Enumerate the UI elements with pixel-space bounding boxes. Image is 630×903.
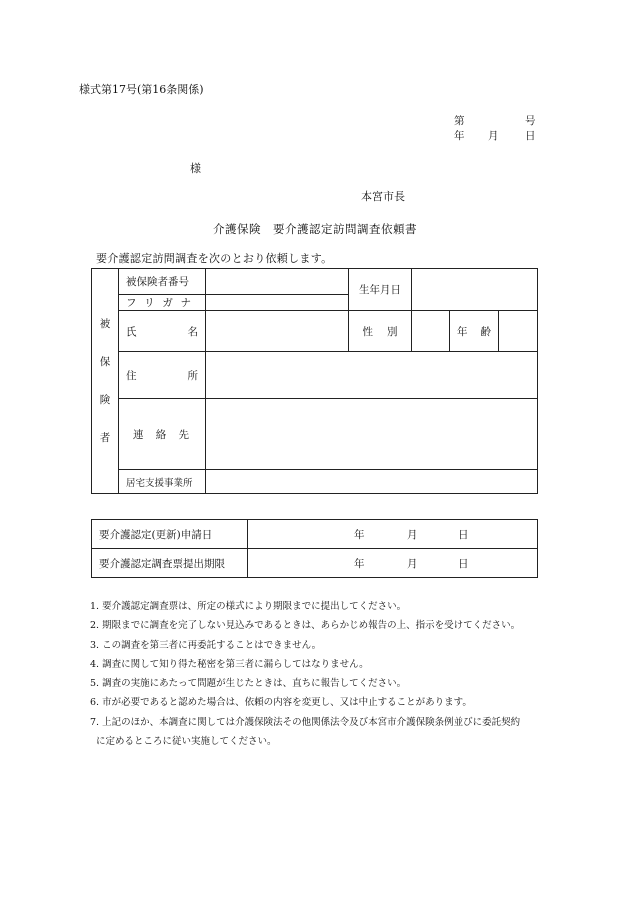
application-date-year: 年 — [354, 528, 365, 541]
furigana-label: フ リ ガ ナ — [119, 295, 206, 311]
notes-list — [90, 597, 560, 751]
issue-date-day: 日 — [525, 130, 536, 142]
note-continuation: に定めるところに従い実施してください。 — [96, 736, 277, 748]
submission-deadline-label: 要介護認定調査票提出期限 — [92, 549, 248, 578]
birthdate-field[interactable] — [412, 269, 538, 311]
note-item: 7. 上記のほか、本調査に関しては介護保険法その他関係法令及び本宮市介護保険条例並びに委託契約 に定めるところに従い実施してください。 — [90, 713, 560, 752]
deadline-table — [91, 519, 538, 578]
insured-number-field[interactable] — [206, 269, 349, 295]
intro-text: 要介護認定訪問調査を次のとおり依頼します。 — [96, 252, 333, 265]
submission-deadline-month: 月 — [407, 557, 418, 570]
care-office-field[interactable] — [206, 470, 538, 494]
insured-number-label: 被保険者番号 — [119, 269, 206, 295]
issuer-name: 本宮市長 — [361, 190, 405, 203]
sex-label: 性 別 — [349, 311, 412, 352]
submission-deadline-year: 年 — [354, 557, 365, 570]
note-item: 3. この調査を第三者に再委託することはできません。 — [90, 639, 322, 651]
application-date-row — [92, 520, 538, 549]
address-field[interactable] — [206, 352, 538, 399]
reference-number-suffix: 号 — [525, 115, 536, 127]
issue-date-year: 年 — [454, 130, 465, 142]
submission-deadline-row — [92, 549, 538, 578]
submission-deadline-day: 日 — [458, 557, 469, 570]
application-date-field[interactable] — [248, 520, 538, 549]
contact-field[interactable] — [206, 399, 538, 470]
address-label: 住 所 — [119, 352, 206, 399]
issue-date-month: 月 — [488, 130, 499, 142]
note-item: 6. 市が必要であると認めた場合は、依頼の内容を変更し、又は中止することがあります。 — [90, 697, 472, 709]
note-item: 1. 要介護認定調査票は、所定の様式により期限までに提出してください。 — [90, 601, 407, 612]
application-date-day: 日 — [458, 528, 469, 541]
note-item: 2. 期限までに調査を完了しない見込みであるときは、あらかじめ報告の上、指示を受けてください。 — [90, 620, 521, 632]
addressee-honorific: 様 — [190, 162, 201, 175]
application-date-label: 要介護認定(更新)申請日 — [92, 520, 248, 549]
name-field[interactable] — [206, 311, 349, 352]
insured-person-side-label: 被 保 険 者 — [92, 269, 119, 494]
age-field[interactable] — [499, 311, 538, 352]
age-label: 年 齢 — [450, 311, 499, 352]
note-item: 5. 調査の実施にあたって問題が生じたときは、直ちに報告してください。 — [90, 678, 407, 690]
document-title: 介護保険 要介護認定訪問調査依頼書 — [213, 222, 417, 236]
note-item: 4. 調査に関して知り得た秘密を第三者に漏らしてはなりません。 — [90, 658, 369, 670]
form-number: 様式第17号(第16条関係) — [79, 83, 204, 96]
name-label: 氏 名 — [119, 311, 206, 352]
sex-field[interactable] — [412, 311, 450, 352]
furigana-field[interactable] — [206, 295, 349, 311]
application-date-month: 月 — [407, 528, 418, 541]
care-office-label: 居宅支援事業所 — [119, 470, 206, 494]
reference-number-prefix: 第 — [454, 115, 465, 127]
submission-deadline-field[interactable] — [248, 549, 538, 578]
birthdate-label: 生年月日 — [349, 269, 412, 311]
contact-label: 連 絡 先 — [119, 399, 206, 470]
insured-person-table — [91, 268, 538, 494]
